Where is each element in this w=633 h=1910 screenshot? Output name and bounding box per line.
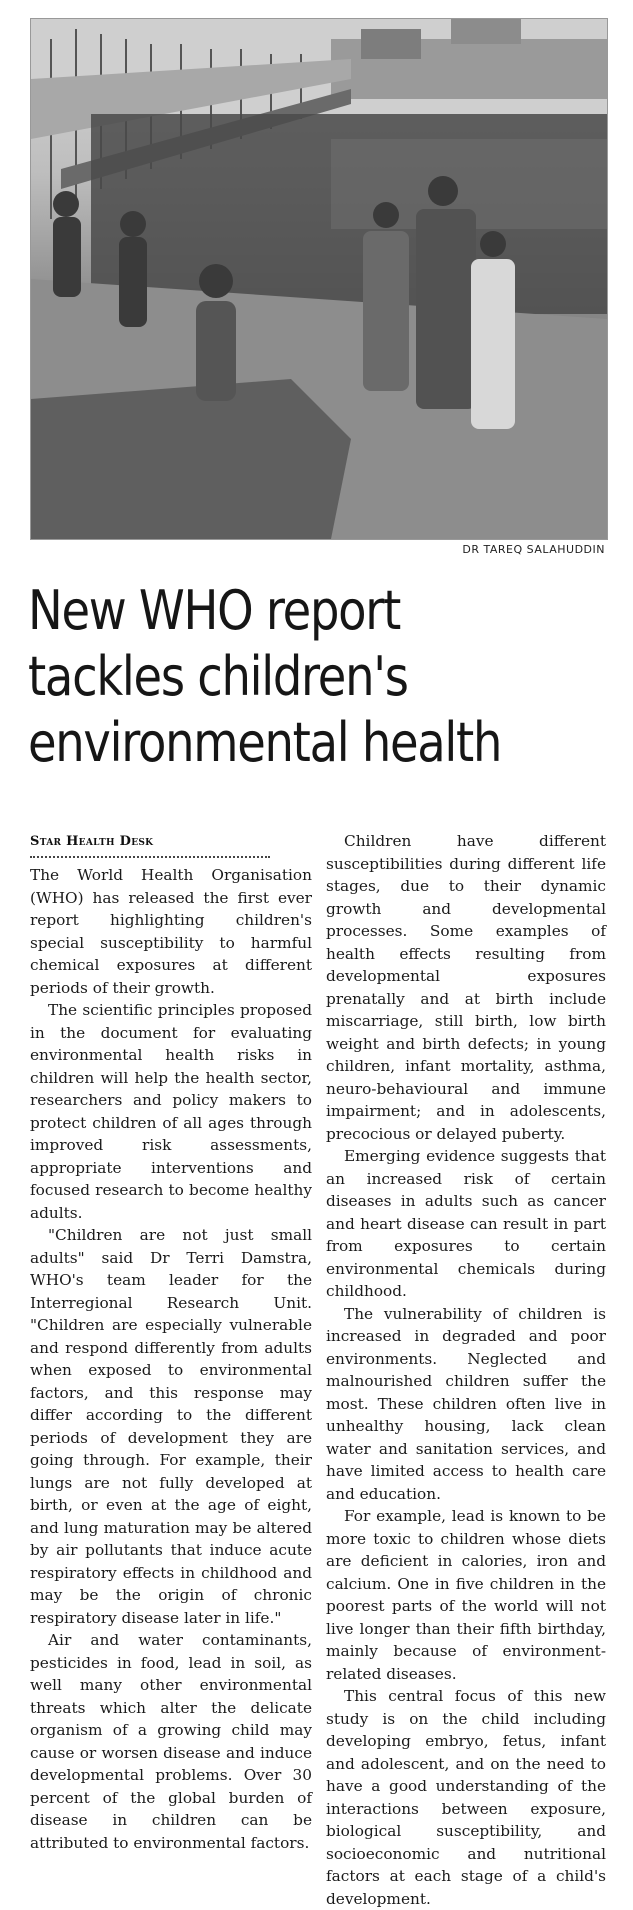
paragraph: For example, lead is known to be more toxic to children whose diets are deficient in calories, iron and calcium. One in five children in the poorest parts of the world will not live longer than their fifth birthday, mainly because of environment-related diseases.: [326, 1507, 606, 1683]
article-column-left: [30, 833, 312, 1854]
paragraph: The scientific principles proposed in the document for evaluating environmental health risks in children will help the health sector, researchers and policy makers to protect children of all ages through improved risk assessments, appropriate interventions and focused research to become healthy adults.: [30, 1001, 312, 1222]
headline-line: tackles children's: [28, 645, 408, 708]
article-column-right: [326, 830, 606, 1910]
byline-text: Star Health Desk: [30, 834, 154, 849]
byline-divider: [30, 856, 270, 858]
headline-line: New WHO report: [28, 579, 400, 642]
paragraph: The vulnerability of children is increased in degraded and poor environments. Neglected and malnourished children suffer the most. These children often live in unhealthy housing, lack clean water and sanitation services, and have limited access to health care and education.: [326, 1304, 606, 1503]
paragraph: Air and water contaminants, pesticides in food, lead in soil, as well many other environmental threats which alter the delicate organism of a growing child may cause or worsen disease and induce developmental problems. Over 30 percent of the global burden of disease in children can be attributed to environmental factors.: [30, 1631, 312, 1852]
paragraph: Children have different susceptibilities during different life stages, due to their dynamic growth and developmental processes. Some examples of health effects resulting from developmental exposures prenatally and at birth include miscarriage, still birth, low birth weight and birth defects; in young children, infant mortality, asthma, neuro-behavioural and immune impairment; and in adolescents, precocious or delayed puberty.: [326, 832, 606, 1143]
children-by-water-photo: [31, 19, 607, 539]
paragraph: Emerging evidence suggests that an increased risk of certain diseases in adults such as cancer and heart disease can result in part from exposures to certain environmental chemicals during childhood.: [326, 1147, 606, 1300]
byline: [30, 833, 312, 850]
paragraph: The World Health Organisation (WHO) has released the first ever report highlighting children's special susceptibility to harmful chemical exposures at different periods of their growth.: [30, 866, 312, 997]
article-photo: [30, 18, 608, 540]
headline: [28, 578, 613, 776]
photo-credit: DR TAREQ SALAHUDDIN: [462, 543, 605, 556]
paragraph: This central focus of this new study is on the child including developing embryo, fetus, infant and adolescent, and on the need to have a good understanding of the interactions between exposure, biological susceptibility, and socioeconomic and nutritional factors at each stage of a child's development.: [326, 1687, 606, 1908]
paragraph: "Children are not just small adults" said Dr Terri Damstra, WHO's team leader for the Interregional Research Unit. "Children are especially vulnerable and respond differently from adults when exposed to environmental factors, and this response may differ according to the different periods of development they are going through. For example, their lungs are not fully developed at birth, or even at the age of eight, and lung maturation may be altered by air pollutants that induce acute respiratory effects in childhood and may be the origin of chronic respiratory disease later in life.": [30, 1226, 312, 1627]
headline-line: environmental health: [28, 711, 502, 774]
